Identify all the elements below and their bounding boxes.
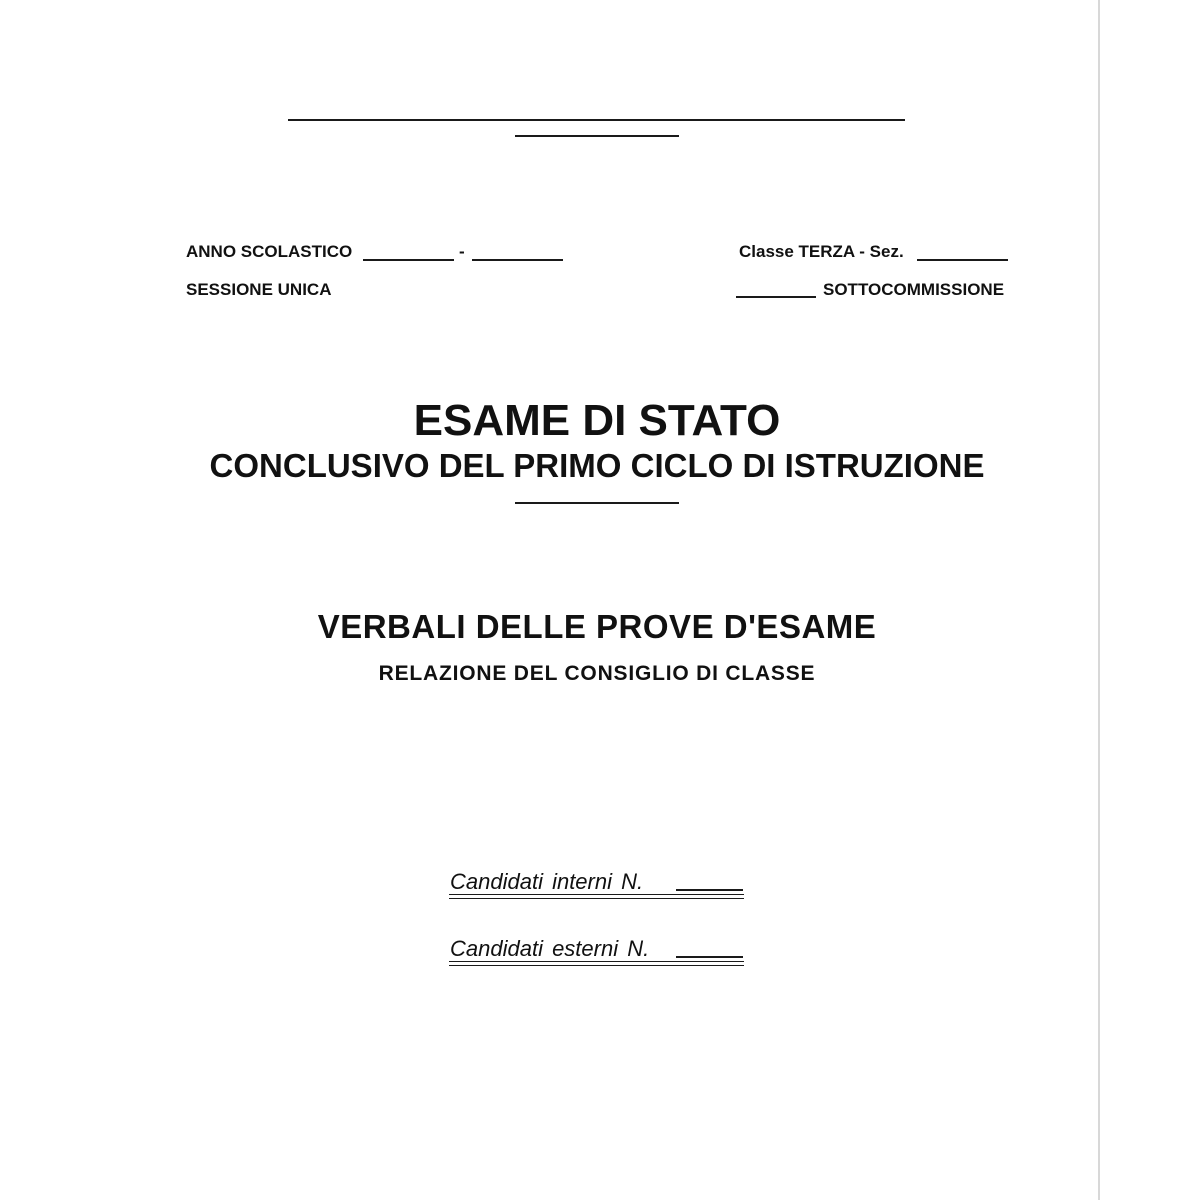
sezione-blank[interactable]: [917, 259, 1008, 261]
anno-start-blank[interactable]: [363, 259, 454, 261]
page-edge: [1098, 0, 1100, 1200]
candidati-interni-label: Candidati interni N.: [450, 869, 644, 894]
title-main: ESAME DI STATO: [413, 396, 781, 445]
classe-label: Classe TERZA - Sez.: [739, 242, 904, 261]
school-name-line: [288, 119, 905, 121]
school-address-line: [515, 135, 679, 137]
sottocommissione-label: SOTTOCOMMISSIONE: [823, 280, 1005, 299]
title-divider: [515, 502, 679, 504]
anno-scolastico-label: ANNO SCOLASTICO: [186, 242, 353, 261]
candidati-interni-blank[interactable]: [676, 889, 743, 891]
candidati-esterni-underline: [449, 961, 744, 966]
relazione-heading: RELAZIONE DEL CONSIGLIO DI CLASSE: [378, 662, 816, 685]
sottocommissione-blank[interactable]: [736, 296, 816, 298]
candidati-esterni-label: Candidati esterni N.: [450, 936, 650, 961]
title-sub: CONCLUSIVO DEL PRIMO CICLO DI ISTRUZIONE: [209, 447, 985, 484]
anno-end-blank[interactable]: [472, 259, 563, 261]
candidati-esterni-blank[interactable]: [676, 956, 743, 958]
candidati-interni-underline: [449, 894, 744, 899]
anno-separator: -: [459, 242, 465, 261]
verbali-heading: VERBALI DELLE PROVE D'ESAME: [317, 608, 877, 645]
sessione-label: SESSIONE UNICA: [186, 280, 332, 299]
